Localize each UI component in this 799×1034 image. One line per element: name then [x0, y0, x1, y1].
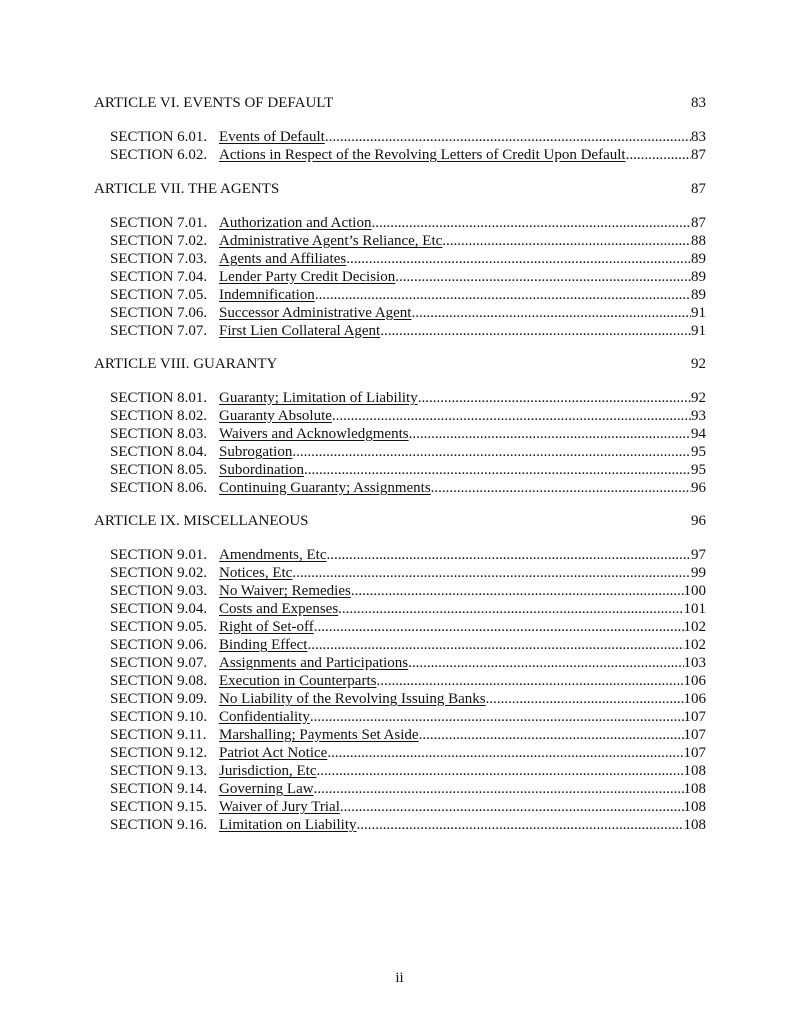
article-title: ARTICLE VII. THE AGENTS [94, 181, 280, 197]
toc-entry [110, 214, 706, 232]
section-title-suffix: . [324, 129, 329, 145]
section-page-number: 88 [691, 233, 706, 249]
toc-entry [110, 146, 706, 164]
section-title-suffix: . [331, 408, 336, 424]
article-heading [94, 355, 706, 373]
dot-leader [489, 690, 683, 708]
toc-entry [110, 268, 706, 286]
dot-leader [315, 286, 691, 304]
dot-leader [626, 146, 691, 164]
section-title-suffix: . [346, 251, 350, 267]
section-title-link[interactable]: Guaranty; Limitation of Liability [219, 390, 418, 406]
section-page-number: 95 [691, 444, 706, 460]
section-number: SECTION 9.04. [110, 601, 208, 617]
section-page-number: 108 [683, 763, 706, 779]
section-title-link[interactable]: Authorization and Action [219, 215, 372, 231]
section-number: SECTION 9.03. [110, 583, 208, 599]
section-number: SECTION 9.07. [110, 655, 208, 671]
toc-entry [110, 479, 706, 497]
section-page-number: 107 [683, 727, 706, 743]
section-page-number: 87 [691, 147, 706, 163]
section-page-number: 89 [691, 287, 706, 303]
section-number: SECTION 8.04. [110, 444, 208, 460]
dot-leader [351, 582, 684, 600]
section-title-suffix: .. [313, 619, 322, 635]
toc-entry [110, 232, 706, 250]
toc-entry [110, 128, 706, 146]
dot-leader [340, 798, 684, 816]
section-page-number: 107 [683, 745, 706, 761]
section-number: SECTION 8.01. [110, 390, 208, 406]
section-number: SECTION 9.11. [110, 727, 207, 743]
section-number: SECTION 7.02. [110, 233, 208, 249]
section-title-link[interactable]: No Waiver; Remedies [219, 583, 351, 599]
dot-leader [350, 250, 691, 268]
dot-leader [419, 726, 684, 744]
section-number: SECTION 9.08. [110, 673, 208, 689]
section-number: SECTION 7.06. [110, 305, 208, 321]
section-number: SECTION 7.04. [110, 269, 208, 285]
toc-entry [110, 672, 706, 690]
dot-leader [304, 461, 691, 479]
section-number: SECTION 9.15. [110, 799, 208, 815]
section-number: SECTION 7.05. [110, 287, 208, 303]
section-number: SECTION 9.01. [110, 547, 208, 563]
section-page-number: 97 [691, 547, 706, 563]
section-page-number: 89 [691, 251, 706, 267]
section-number: SECTION 9.09. [110, 691, 208, 707]
dot-leader [408, 654, 683, 672]
section-page-number: 91 [691, 323, 706, 339]
article-heading [94, 94, 706, 112]
dot-leader [292, 443, 691, 461]
section-page-number: 94 [691, 426, 706, 442]
section-number: SECTION 6.02. [110, 147, 208, 163]
section-number: SECTION 7.01. [110, 215, 208, 231]
page-footer-number: ii [395, 970, 404, 986]
dot-leader [314, 708, 684, 726]
toc-entry [110, 798, 706, 816]
dot-leader [311, 636, 683, 654]
toc-entry [110, 304, 706, 322]
section-title-link[interactable]: Subordination [219, 462, 304, 478]
section-page-number: 106 [683, 673, 706, 689]
section-title-link[interactable]: Guaranty Absolute [219, 408, 332, 424]
section-number: SECTION 7.03. [110, 251, 208, 267]
article-title: ARTICLE VIII. GUARANTY [94, 356, 278, 372]
article-title: ARTICLE IX. MISCELLANEOUS [94, 513, 309, 529]
section-page-number: 108 [683, 781, 706, 797]
section-title-link[interactable]: No Liability of the Revolving Issuing Banks [219, 691, 486, 707]
section-title-suffix: . [485, 691, 490, 707]
dot-leader [395, 268, 691, 286]
article-heading [94, 512, 706, 530]
dot-leader [431, 479, 691, 497]
dot-leader [317, 780, 683, 798]
section-title-link[interactable]: Limitation on Liability [219, 817, 357, 833]
section-page-number: 83 [691, 129, 706, 145]
section-title-link[interactable]: Marshalling; Payments Set Aside [219, 727, 419, 743]
toc-entry [110, 618, 706, 636]
toc-entry [110, 389, 706, 407]
dot-leader [442, 232, 691, 250]
toc-entry [110, 582, 706, 600]
dot-leader [371, 214, 691, 232]
dot-leader [388, 322, 691, 340]
dot-leader [338, 600, 683, 618]
dot-leader [416, 425, 691, 443]
section-title-suffix: .. [408, 426, 417, 442]
section-page-number: 102 [683, 619, 706, 635]
section-title-suffix: .. [380, 323, 388, 339]
section-page-number: 91 [691, 305, 706, 321]
section-page-number: 107 [683, 709, 706, 725]
section-title-link[interactable]: Governing Law [219, 781, 314, 797]
section-number: SECTION 8.02. [110, 408, 208, 424]
dot-leader [292, 564, 691, 582]
toc-entry [110, 250, 706, 268]
toc-entry [110, 546, 706, 564]
section-title-link[interactable]: Indemnification [219, 287, 315, 303]
section-number: SECTION 9.16. [110, 817, 208, 833]
toc-entry [110, 407, 706, 425]
article-page-number: 96 [691, 513, 706, 529]
section-title-suffix: . [309, 709, 314, 725]
section-title-link[interactable]: Execution in Counterparts [219, 673, 377, 689]
toc-entry [110, 564, 706, 582]
section-page-number: 89 [691, 269, 706, 285]
section-number: SECTION 6.01. [110, 129, 208, 145]
section-title-link[interactable]: Assignments and Participations [219, 655, 409, 671]
section-title-link[interactable]: Notices, Etc [219, 565, 293, 581]
toc-entry [110, 461, 706, 479]
section-title-suffix: . [307, 637, 312, 653]
toc-entry [110, 780, 706, 798]
section-number: SECTION 9.06. [110, 637, 208, 653]
dot-leader [376, 672, 683, 690]
section-title-suffix: . [313, 781, 318, 797]
section-page-number: 108 [683, 799, 706, 815]
section-page-number: 99 [691, 565, 706, 581]
section-number: SECTION 9.05. [110, 619, 208, 635]
section-page-number: 100 [683, 583, 706, 599]
section-title-link[interactable]: Lender Party Credit Decision [219, 269, 396, 285]
section-number: SECTION 9.10. [110, 709, 208, 725]
section-title-link[interactable]: Events of Default [219, 129, 325, 145]
section-title-link[interactable]: Subrogation [219, 444, 293, 460]
section-page-number: 92 [691, 390, 706, 406]
dot-leader [418, 389, 691, 407]
section-title-link[interactable]: Waiver of Jury Trial [219, 799, 340, 815]
toc-entry [110, 636, 706, 654]
section-number: SECTION 8.03. [110, 426, 208, 442]
section-page-number: 87 [691, 215, 706, 231]
section-number: SECTION 8.05. [110, 462, 208, 478]
toc-entry [110, 443, 706, 461]
article-title: ARTICLE VI. EVENTS OF DEFAULT [94, 95, 334, 111]
toc-entry [110, 726, 706, 744]
section-page-number: 103 [683, 655, 706, 671]
section-title-link[interactable]: Jurisdiction, Etc [219, 763, 317, 779]
toc-entry [110, 708, 706, 726]
article-heading [94, 180, 706, 198]
dot-leader [411, 304, 691, 322]
section-title-link[interactable]: Amendments, Etc [219, 547, 327, 563]
dot-leader [321, 618, 683, 636]
toc-entry [110, 816, 706, 834]
dot-leader [356, 816, 683, 834]
article-page-number: 87 [691, 181, 706, 197]
section-number: SECTION 9.13. [110, 763, 208, 779]
toc-entry [110, 654, 706, 672]
section-title-suffix: . [327, 745, 332, 761]
section-page-number: 101 [683, 601, 706, 617]
section-page-number: 108 [683, 817, 706, 833]
dot-leader [336, 407, 691, 425]
toc-entry [110, 744, 706, 762]
section-title-link[interactable]: Costs and Expenses [219, 601, 339, 617]
toc-entry [110, 762, 706, 780]
toc-entry [110, 322, 706, 340]
section-title-link[interactable]: Patriot Act Notice [219, 745, 328, 761]
section-title-suffix: . [326, 547, 331, 563]
section-title-link[interactable]: Agents and Affiliates [219, 251, 347, 267]
toc-entry [110, 425, 706, 443]
article-page-number: 83 [691, 95, 706, 111]
article-page-number: 92 [691, 356, 706, 372]
section-title-link[interactable]: Waivers and Acknowledgments [219, 426, 409, 442]
section-page-number: 102 [683, 637, 706, 653]
section-title-link[interactable]: Successor Administrative Agent [219, 305, 412, 321]
section-number: SECTION 7.07. [110, 323, 208, 339]
toc-entry [110, 690, 706, 708]
section-page-number: 106 [683, 691, 706, 707]
section-number: SECTION 9.02. [110, 565, 208, 581]
section-page-number: 96 [691, 480, 706, 496]
section-title-link[interactable]: Right of Set-off [219, 619, 314, 635]
section-title-link[interactable]: Administrative Agent’s Reliance, Etc [219, 233, 443, 249]
dot-leader [317, 762, 684, 780]
dot-leader [331, 744, 683, 762]
dot-leader [329, 128, 691, 146]
section-number: SECTION 9.12. [110, 745, 208, 761]
section-number: SECTION 8.06. [110, 480, 208, 496]
section-page-number: 93 [691, 408, 706, 424]
section-number: SECTION 9.14. [110, 781, 208, 797]
dot-leader [330, 546, 691, 564]
toc-entry [110, 600, 706, 618]
section-page-number: 95 [691, 462, 706, 478]
section-title-link[interactable]: First Lien Collateral Agent [219, 323, 381, 339]
section-title-link[interactable]: Actions in Respect of the Revolving Letters of Credit Upon Default [219, 147, 626, 163]
section-title-link[interactable]: Continuing Guaranty; Assignments [219, 480, 431, 496]
toc-entry [110, 286, 706, 304]
section-title-link[interactable]: Binding Effect [219, 637, 308, 653]
section-title-link[interactable]: Confidentiality [219, 709, 310, 725]
